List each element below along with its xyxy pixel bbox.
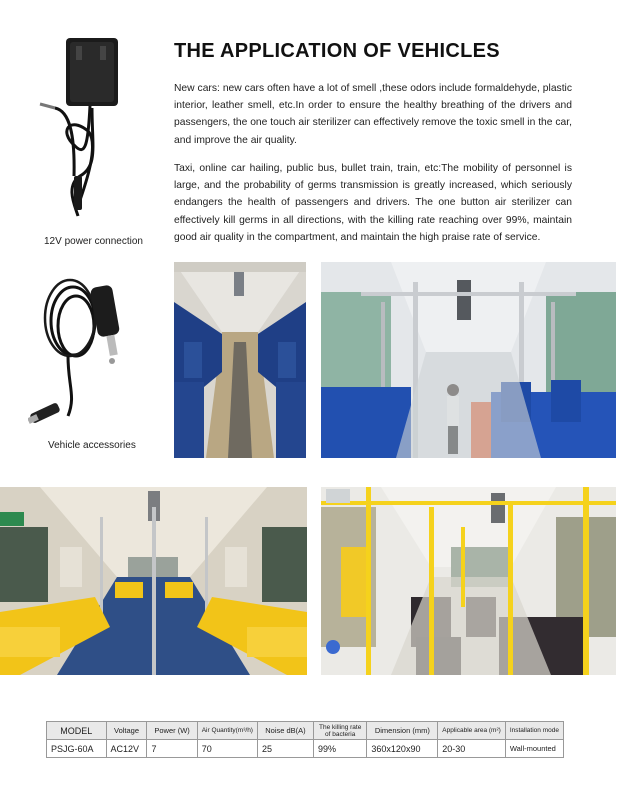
header-dimension: Dimension (mm)	[367, 722, 438, 740]
header-killing-rate: The killing rate of bacteria	[313, 722, 366, 740]
photo-metro-yellow-seats	[0, 487, 307, 675]
page-title: THE APPLICATION OF VEHICLES	[174, 40, 500, 62]
cell-model: PSJG-60A	[47, 740, 107, 758]
cell-installation-mode: Wall-mounted	[505, 740, 563, 758]
spec-table	[46, 721, 564, 758]
header-installation-mode: Installation mode	[505, 722, 563, 740]
caption-vehicle-accessories: Vehicle accessories	[48, 440, 136, 451]
cell-voltage: AC12V	[106, 740, 147, 758]
caption-power-connection: 12V power connection	[44, 236, 143, 247]
header-noise: Noise dB(A)	[257, 722, 313, 740]
car-charger-image	[28, 266, 138, 436]
header-model: MODEL	[47, 722, 107, 740]
paragraph-new-cars: New cars: new cars often have a lot of smell ,these odors include formaldehyde, plastic interior, leather smell, etc.In order to ensure the healthy breathing of the drivers and passengers, the one touch air sterilizer can effectively remove the toxic smell in the car, and improve the air quality.	[174, 83, 572, 146]
cell-air-quantity: 70	[197, 740, 257, 758]
header-air-quantity: Air Quantity(m³/h)	[197, 722, 257, 740]
cell-applicable-area: 20-30	[438, 740, 506, 758]
header-voltage: Voltage	[106, 722, 147, 740]
photo-train-aisle	[174, 262, 306, 458]
spec-table-header-row	[47, 722, 564, 740]
cell-killing-rate: 99%	[313, 740, 366, 758]
photo-bus-yellow-poles	[321, 487, 616, 675]
power-adapter-image	[30, 36, 150, 231]
header-applicable-area: Applicable area (m²)	[438, 722, 506, 740]
cell-noise: 25	[257, 740, 313, 758]
cell-dimension: 360x120x90	[367, 740, 438, 758]
spec-table-row	[47, 740, 564, 758]
cell-power: 7	[147, 740, 197, 758]
photo-bus-interior	[321, 262, 616, 458]
header-power: Power (W)	[147, 722, 197, 740]
paragraph-public-transport: Taxi, online car hailing, public bus, bullet train, train, etc:The mobility of personnel is large, and the probability of germs transmission is greatly increased, which seriously endangers the health of passengers and drivers. The one button air sterilizer can effectively kill germs in all directions, with the killing rate reaching over 99%, maintain good air quality in the compartment, and maintain the high praise rate of service.	[174, 163, 572, 243]
